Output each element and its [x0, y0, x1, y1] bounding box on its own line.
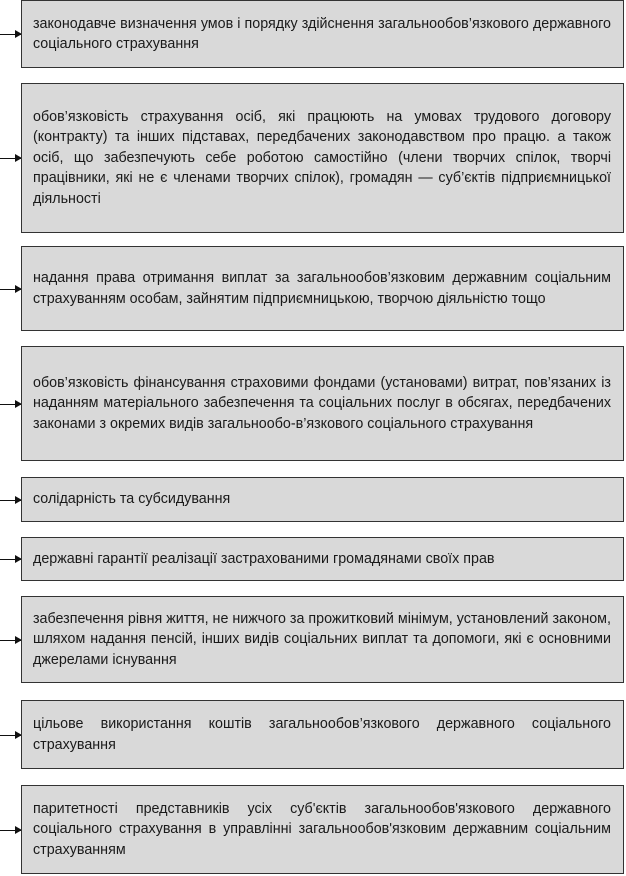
principle-box	[21, 83, 624, 233]
arrow-icon	[0, 830, 21, 831]
principle-box	[21, 477, 624, 522]
arrow-icon	[0, 404, 21, 405]
principle-box	[21, 246, 624, 331]
principle-row	[0, 537, 624, 581]
principle-box	[21, 596, 624, 683]
principle-row	[0, 246, 624, 331]
arrow-icon	[0, 500, 21, 501]
principle-row	[0, 596, 624, 683]
arrow-icon	[0, 158, 21, 159]
arrow-icon	[0, 559, 21, 560]
principle-text: обов’язковість страхування осіб, які працюють на умовах трудового договору (контракту) та інших підставах, передбачених законодавством про працю. а також осіб, що забезпечують себе роботою самостійно (члени творчих спілок, творчі працівники, які не є членами творчих спілок), громадян — суб’єктів підприємницької діяльності	[33, 108, 611, 207]
arrow-icon	[0, 735, 21, 736]
principle-box	[21, 0, 624, 68]
principle-text: обов’язковість фінансування страховими фондами (установами) витрат, пов’язаних із наданням матеріального забезпечення та соціальних послуг в обсягах, передбачених законами з окремих видів загальнообо-в’язкового соціального страхування	[33, 374, 611, 432]
principle-row	[0, 346, 624, 461]
principle-text: цільове використання коштів загальнообов’язкового державного соціального страхування	[33, 716, 611, 753]
principle-box	[21, 785, 624, 874]
principle-text: надання права отримання виплат за загальнообов’язковим державним соціальним страхуванням особам, зайнятим підприємницькою, творчою діяльністю тощо	[33, 270, 611, 307]
principle-row	[0, 700, 624, 769]
arrow-icon	[0, 640, 21, 641]
principle-text: паритетності представників усіх суб'єктів загальнообов'язкового державного соціального страхування в управлінні загальнообов'язковим державним соціальним страхуванням	[33, 800, 611, 858]
principle-text: державні гарантії реалізації застрахованими громадянами своїх прав	[33, 550, 495, 567]
principle-text: законодавче визначення умов і порядку здійснення загальнообов’язкового державного соціального страхування	[33, 15, 611, 52]
principle-text: солідарність та субсидування	[33, 491, 231, 508]
principle-box	[21, 346, 624, 461]
principle-row	[0, 83, 624, 233]
arrow-icon	[0, 289, 21, 290]
principle-box	[21, 700, 624, 769]
principle-box	[21, 537, 624, 581]
principle-row	[0, 0, 624, 68]
principle-row	[0, 477, 624, 522]
principle-row	[0, 785, 624, 874]
principle-text: забезпечення рівня життя, не нижчого за прожитковий мінімум, установлений законом, шляхом надання пенсій, інших видів соціальних виплат та допомоги, які є основними джерелами існування	[33, 610, 611, 668]
arrow-icon	[0, 34, 21, 35]
